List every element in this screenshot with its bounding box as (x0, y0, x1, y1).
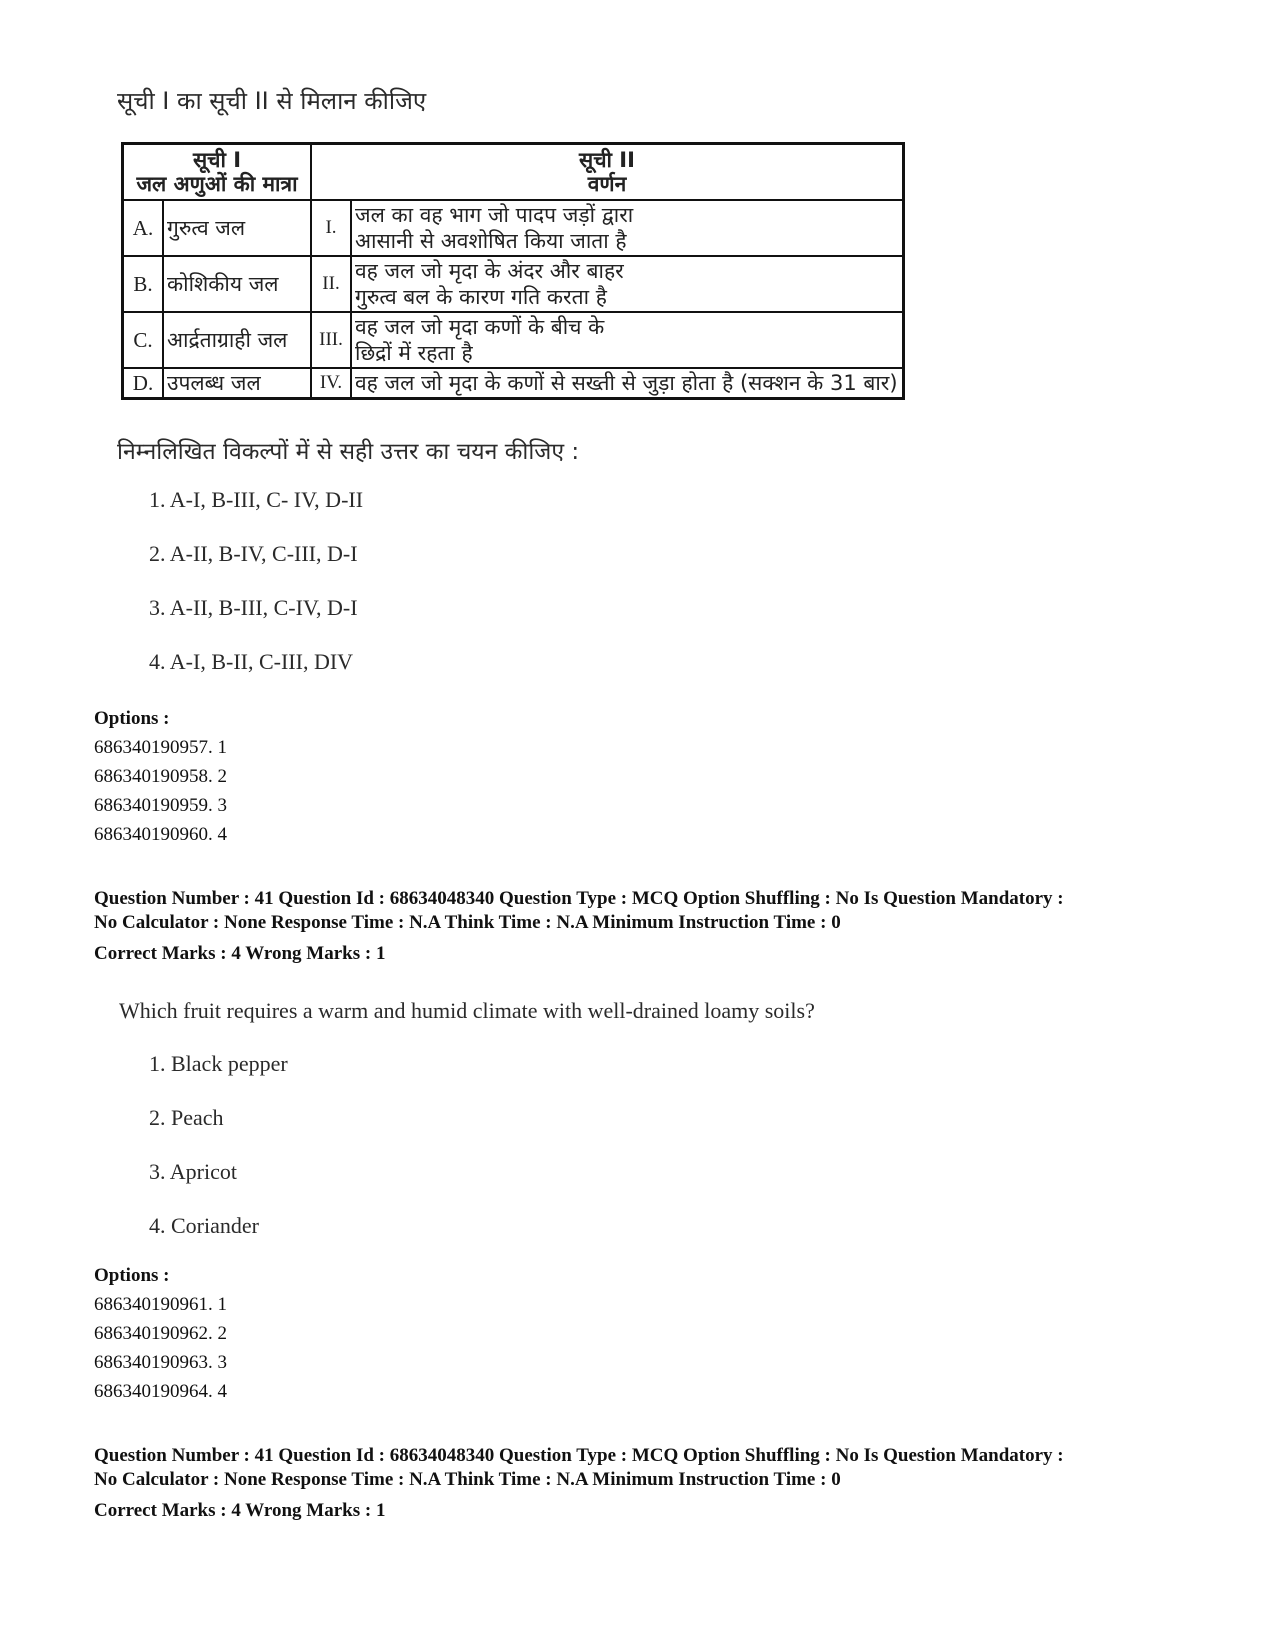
options-label: Options : (94, 1265, 170, 1286)
choice-4: 4. A-I, B-II, C-III, DIV (149, 649, 354, 674)
row-roman: III. (311, 312, 351, 368)
desc-line: आसानी से अवशोषित किया जाता है (355, 229, 627, 253)
desc-line: छिद्रों में रहता है (355, 341, 473, 365)
list-2-subtitle: वर्णन (587, 172, 627, 196)
row-description (351, 256, 904, 312)
option-id-line: 686340190963. 3 (94, 1352, 227, 1373)
meta-line: Question Number : 41 Question Id : 68634048340 Question Type : MCQ Option Shuffling : No Is Question Mandatory : (94, 1445, 1064, 1466)
option-id-line: 686340190961. 1 (94, 1294, 227, 1315)
row-letter: B. (123, 256, 164, 312)
options-label: Options : (94, 708, 170, 729)
option-id-line: 686340190958. 2 (94, 766, 227, 787)
choice-3: 3. Apricot (149, 1159, 237, 1184)
row-description (351, 312, 904, 368)
question-heading: सूची I का सूची II से मिलान कीजिए (117, 87, 427, 115)
list-2-title: सूची II (579, 148, 635, 172)
row-item: उपलब्ध जल (163, 368, 311, 399)
meta-line: Question Number : 41 Question Id : 68634048340 Question Type : MCQ Option Shuffling : No Is Question Mandatory : (94, 888, 1064, 909)
row-letter: C. (123, 312, 164, 368)
choice-2: 2. Peach (149, 1105, 224, 1130)
row-letter: A. (123, 200, 164, 256)
question-text: Which fruit requires a warm and humid climate with well-drained loamy soils? (119, 998, 815, 1023)
marks-line: Correct Marks : 4 Wrong Marks : 1 (94, 1500, 386, 1521)
table-row (123, 368, 904, 399)
question-meta (94, 1444, 1234, 1492)
desc-line: जल का वह भाग जो पादप जड़ों द्वारा (355, 203, 634, 227)
question-meta (94, 887, 1234, 935)
choice-2: 2. A-II, B-IV, C-III, D-I (149, 541, 358, 566)
meta-line: No Calculator : None Response Time : N.A Think Time : N.A Minimum Instruction Time : 0 (94, 1469, 841, 1490)
match-table (121, 142, 905, 400)
row-letter: D. (123, 368, 164, 399)
option-id-line: 686340190960. 4 (94, 824, 227, 845)
option-id-line: 686340190964. 4 (94, 1381, 227, 1402)
row-item: कोशिकीय जल (163, 256, 311, 312)
row-description (351, 368, 904, 399)
option-id-line: 686340190959. 3 (94, 795, 227, 816)
row-roman: II. (311, 256, 351, 312)
option-id-line: 686340190962. 2 (94, 1323, 227, 1344)
question-instruction: निम्नलिखित विकल्पों में से सही उत्तर का चयन कीजिए : (117, 439, 580, 465)
list-1-header (123, 144, 312, 201)
desc-line: वह जल जो मृदा के अंदर और बाहर (355, 259, 624, 283)
choice-1: 1. Black pepper (149, 1051, 288, 1076)
row-roman: IV. (311, 368, 351, 399)
choice-3: 3. A-II, B-III, C-IV, D-I (149, 595, 358, 620)
list-1-subtitle: जल अणुओं की मात्रा (136, 172, 298, 196)
table-row (123, 256, 904, 312)
table-row (123, 200, 904, 256)
row-item: गुरुत्व जल (163, 200, 311, 256)
row-roman: I. (311, 200, 351, 256)
list-2-header (311, 144, 904, 201)
desc-line: वह जल जो मृदा कणों के बीच के (355, 315, 605, 339)
meta-line: No Calculator : None Response Time : N.A Think Time : N.A Minimum Instruction Time : 0 (94, 912, 841, 933)
desc-line: वह जल जो मृदा के कणों से सख्ती से जुड़ा होता है (सक्शन के 31 बार) (355, 371, 898, 395)
desc-line: गुरुत्व बल के कारण गति करता है (355, 285, 607, 309)
choice-1: 1. A-I, B-III, C- IV, D-II (149, 487, 364, 512)
list-1-title: सूची I (192, 148, 242, 172)
row-description (351, 200, 904, 256)
choice-4: 4. Coriander (149, 1213, 259, 1238)
marks-line: Correct Marks : 4 Wrong Marks : 1 (94, 943, 386, 964)
option-id-line: 686340190957. 1 (94, 737, 227, 758)
table-header-row (123, 144, 904, 201)
row-item: आर्द्रताग्राही जल (163, 312, 311, 368)
table-row (123, 312, 904, 368)
